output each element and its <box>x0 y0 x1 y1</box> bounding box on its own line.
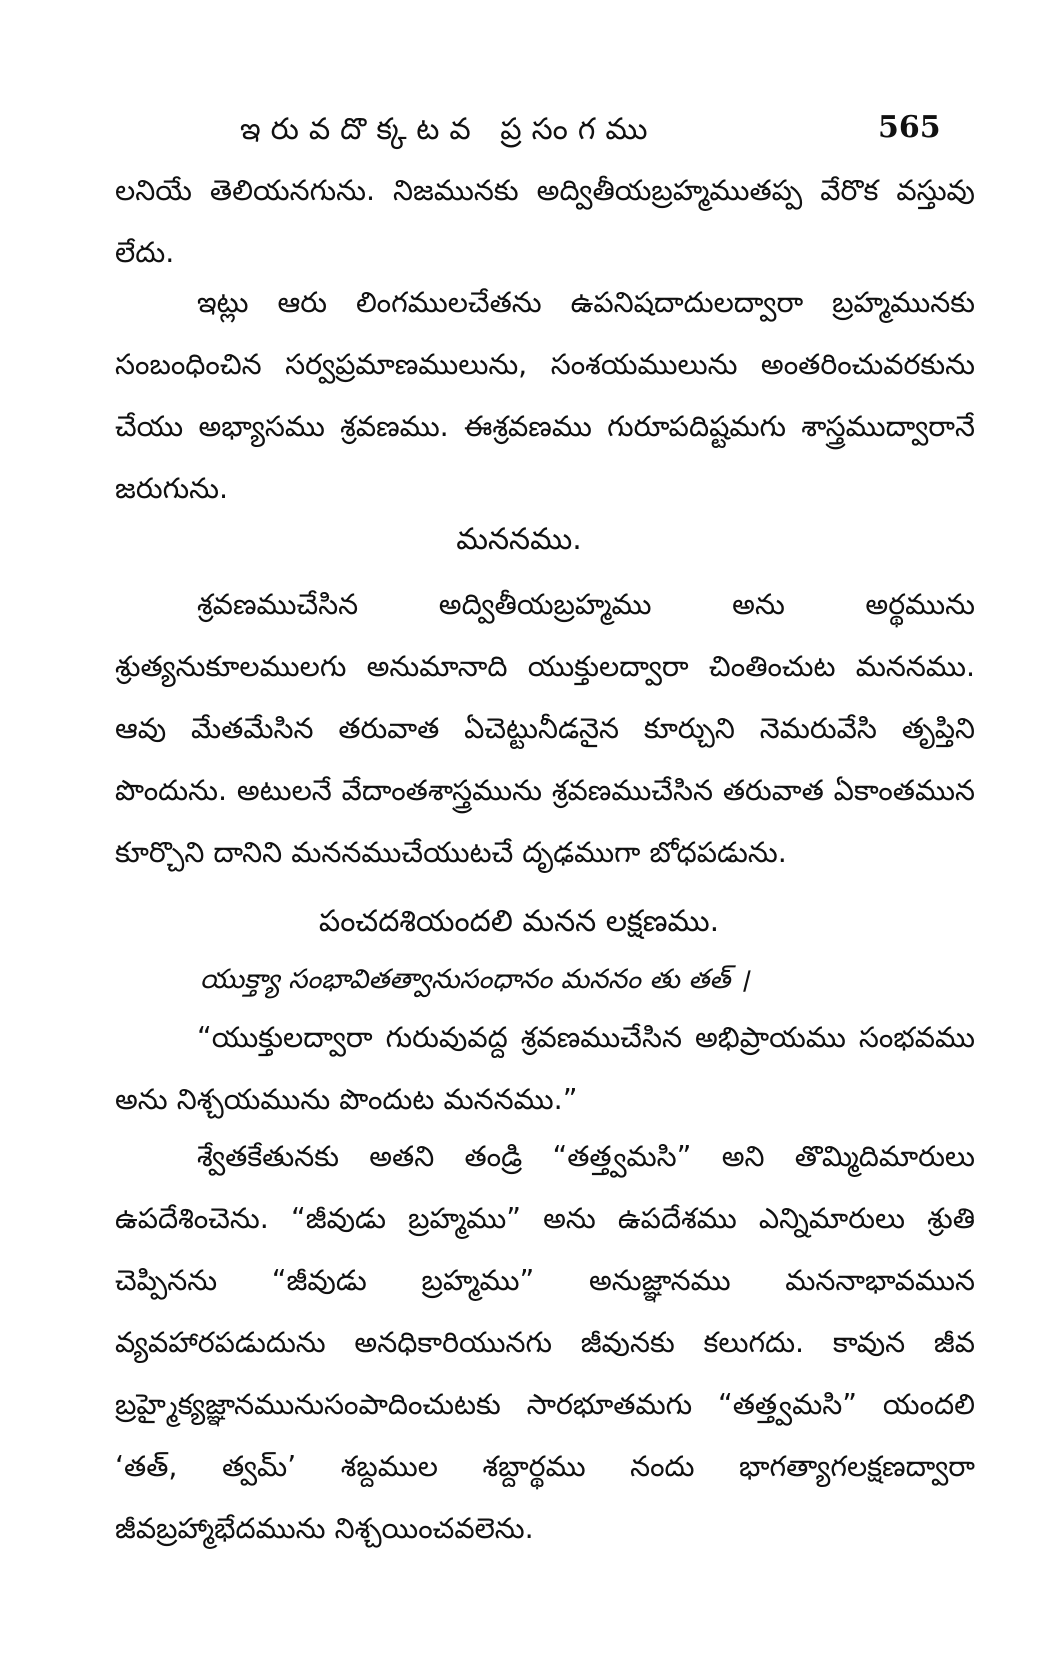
running-header: ఇరువదొక్కటవ ప్రసంగము <box>240 112 658 147</box>
paragraph-3: శ్రవణముచేసిన అద్వితీయబ్రహ్మము అను అర్థమును శ్రుత్యనుకూలములగు అనుమానాది యుక్తులద్వారా చింతించుట మననము. ఆవు మేతమేసిన తరువాత ఏచెట్టునీడనైన కూర్చుని నెమరువేసి తృప్తిని పొందును. అటులనే వేదాంతశాస్త్రమును శ్రవణముచేసిన తరువాత ఏకాంతమున కూర్చొని దానిని మననముచేయుటచే దృఢముగా బోధపడును. <box>115 588 975 869</box>
sanskrit-verse: యుక్త్యా సంభావితత్వానుసంధానం మననం తు తత్ । <box>200 964 750 995</box>
section-heading-panchadashi: పంచదశియందలి మనన లక్షణము. <box>318 904 720 939</box>
section-heading-manana: మననము. <box>456 522 582 557</box>
paragraph-5: శ్వేతకేతునకు అతని తండ్రి “తత్త్వమసి” అని తొమ్మిదిమారులు ఉపదేశించెను. “జీవుడు బ్రహ్మము” అను ఉపదేశము ఎన్నిమారులు శ్రుతి చెప్పినను “జీవుడు బ్రహ్మము” అనుజ్ఞానము మననాభావమున వ్యవహారపడుదును అనధికారియునగు జీవునకు కలుగదు. కావున జీవ బ్రహ్మైక్యజ్ఞానమునుసంపాదించుటకు సారభూతమగు “తత్త్వమసి” యందలి ‘తత్, త్వమ్’ శబ్దముల శబ్దార్థము నందు భాగత్యాగలక్షణద్వారా జీవబ్రహ్మాభేదమును నిశ్చయించవలెను. <box>115 1140 975 1545</box>
page-number: 565 <box>878 110 941 145</box>
paragraph-4: “యుక్తులద్వారా గురువువద్ద శ్రవణముచేసిన అభిప్రాయము సంభవము అను నిశ్చయమును పొందుట మననము.” <box>115 1021 975 1116</box>
paragraph-2: ఇట్లు ఆరు లింగములచేతను ఉపనిషదాదులద్వారా బ్రహ్మమునకు సంబంధించిన సర్వప్రమాణములును, సంశయములును అంతరించువరకును చేయు అభ్యాసము శ్రవణము. ఈశ్రవణము గురూపదిష్టమగు శాస్త్రముద్వారానే జరుగును. <box>115 286 975 505</box>
paragraph-1: లనియే తెలియనగును. నిజమునకు అద్వితీయబ్రహ్మముతప్ప వేరొక వస్తువు లేదు. <box>115 174 975 269</box>
